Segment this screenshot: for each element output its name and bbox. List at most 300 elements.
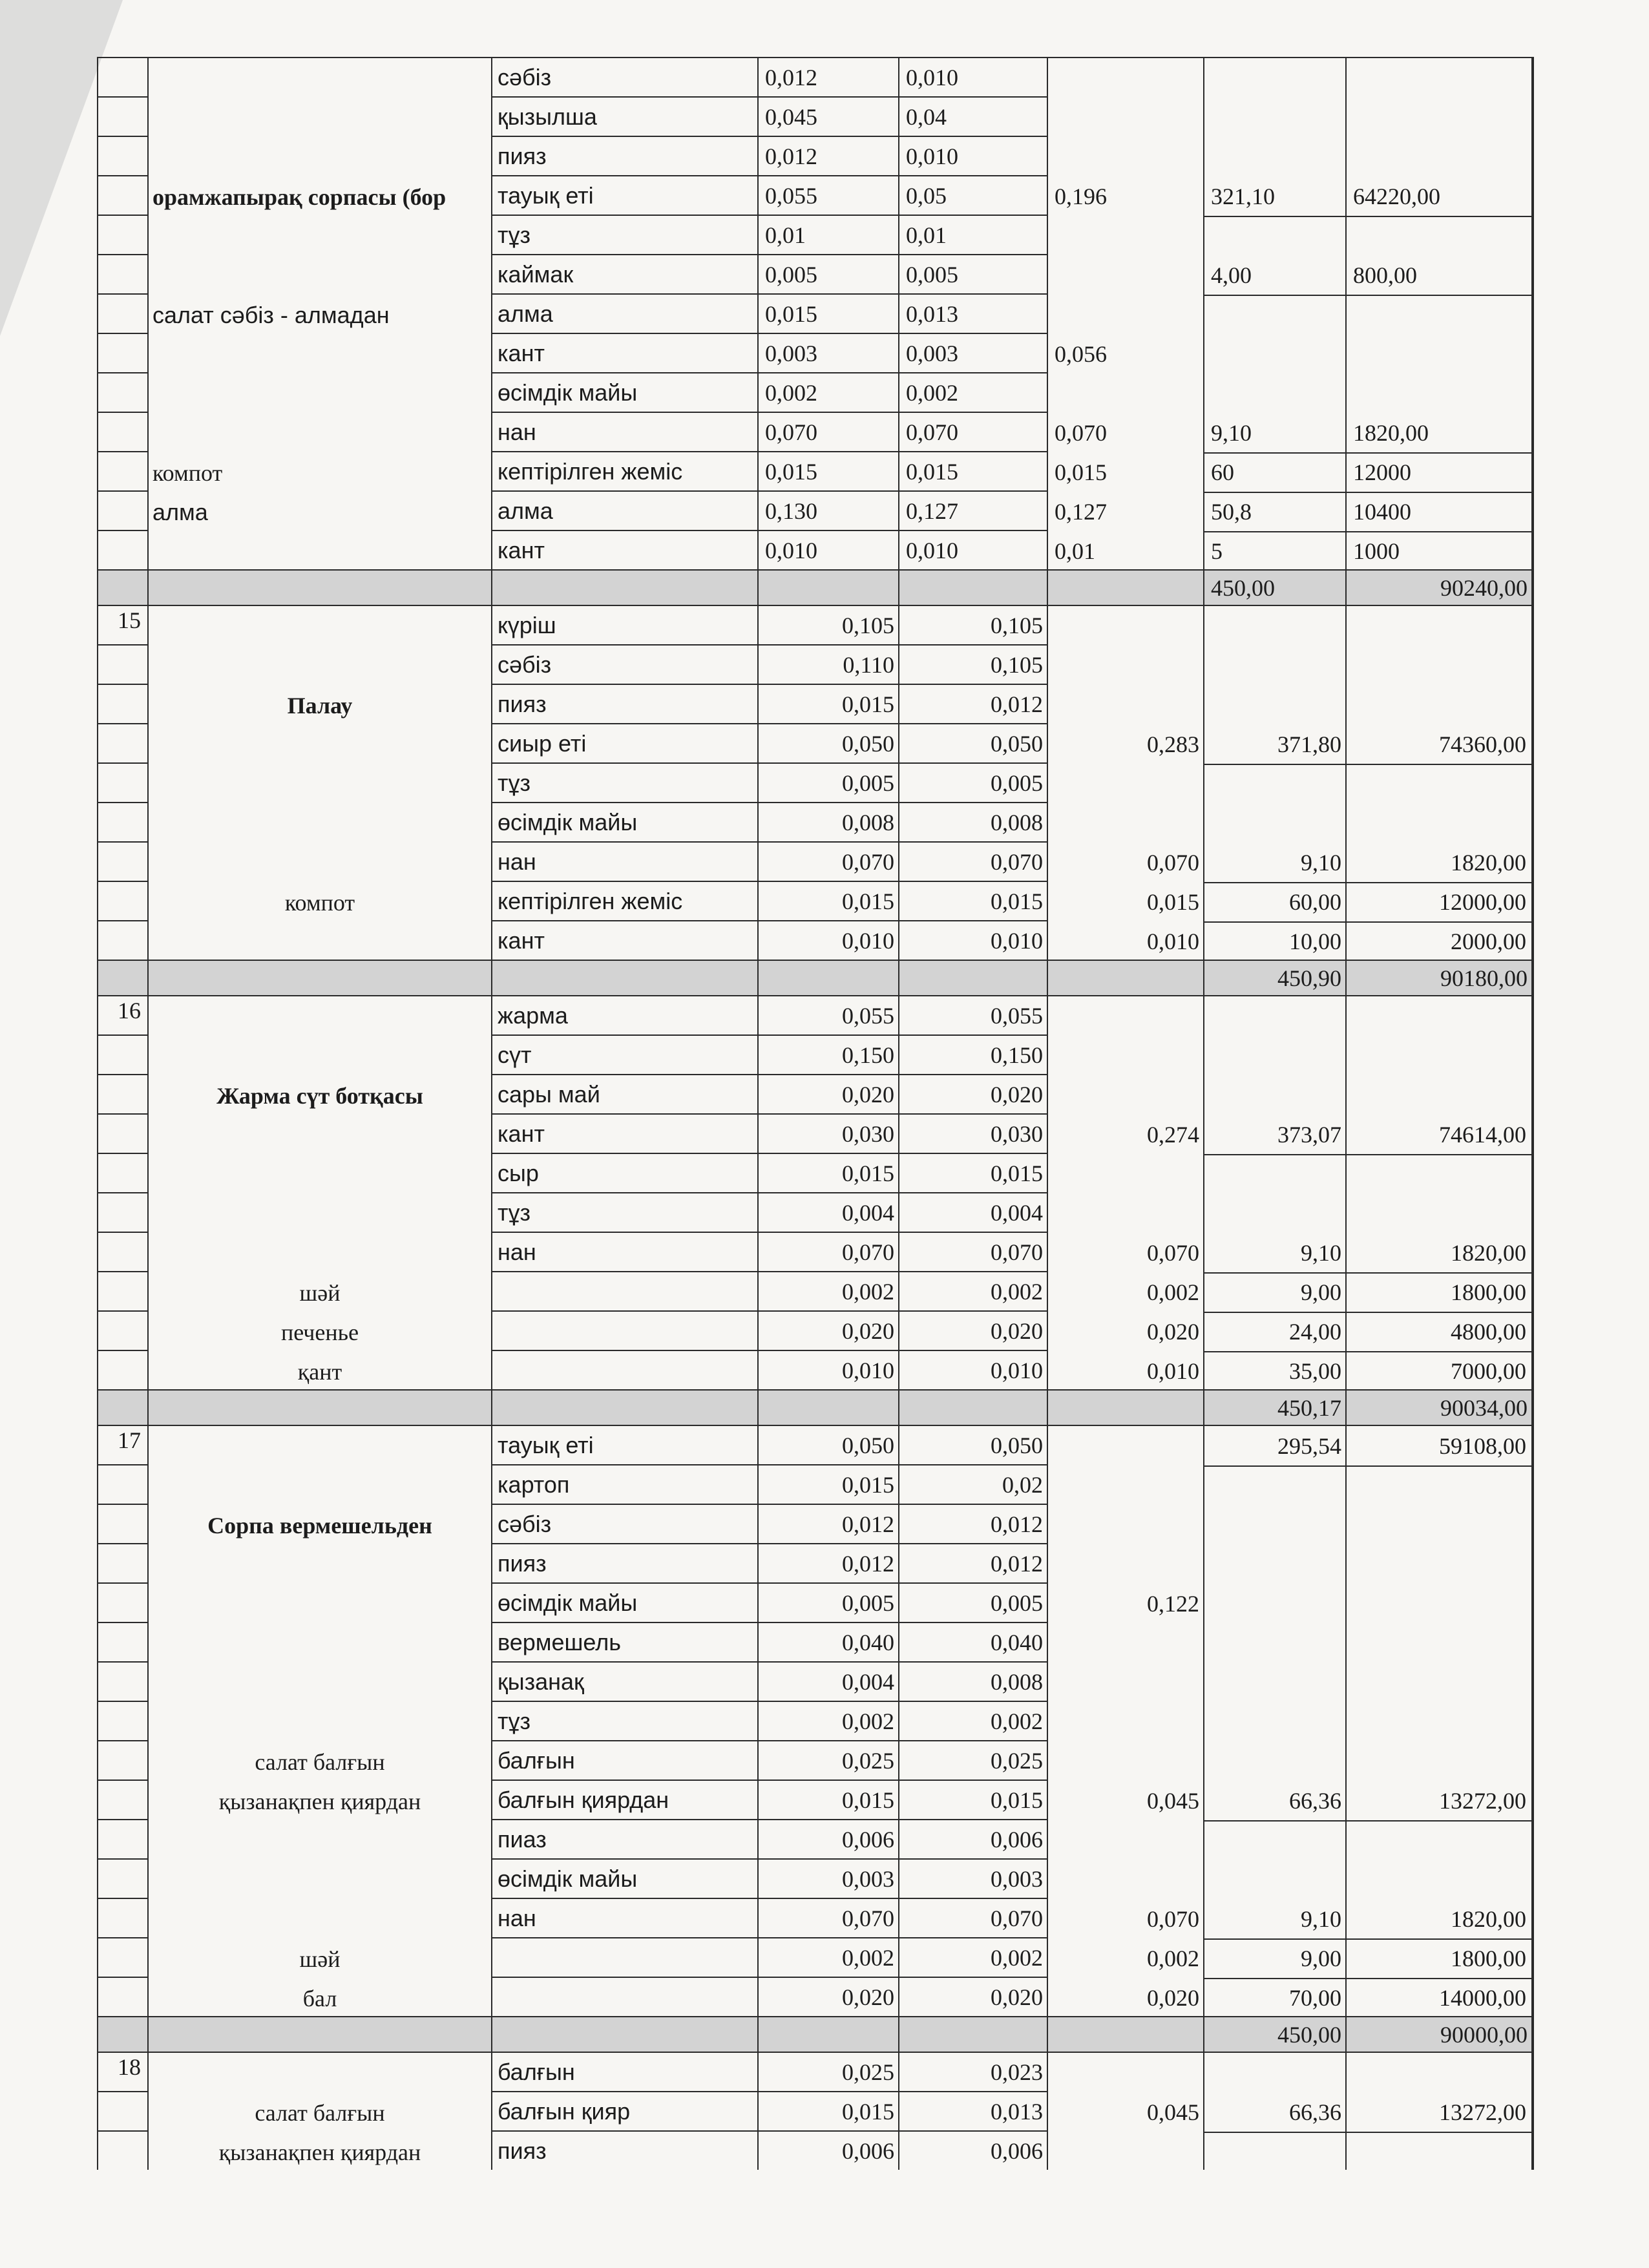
price-block: [1345, 995, 1533, 1389]
portion-weight: 0,002: [1147, 1279, 1199, 1305]
portion-weight: 0,010: [1147, 929, 1199, 954]
ingredient-name: [491, 1310, 757, 1350]
total-energy: 450,00: [1203, 569, 1345, 605]
ingredient-name: пиаз: [491, 1819, 757, 1858]
ingredient-name: [491, 1977, 757, 2016]
ingredient-name: тауық еті: [491, 1425, 757, 1464]
total-row-cell: [147, 2016, 491, 2052]
dish-name: салат балғын: [255, 1749, 385, 1775]
row-number-cell: [97, 57, 147, 96]
total-row-cell: [898, 1389, 1047, 1425]
energy-value: 5: [1211, 538, 1223, 564]
row-number-cell: [97, 1310, 147, 1350]
portion-weight: 0,127: [1055, 499, 1107, 525]
gross-weight: 0,020: [757, 1310, 898, 1350]
row-number-cell: [97, 1780, 147, 1819]
net-weight: 0,005: [898, 1582, 1047, 1622]
ingredient-name: қызылша: [491, 96, 757, 136]
gross-weight: 0,006: [757, 2130, 898, 2170]
row-divider: [1347, 531, 1531, 532]
total-row-cell: [757, 960, 898, 995]
ingredient-name: пияз: [491, 2130, 757, 2170]
ingredient-name: жарма: [491, 995, 757, 1034]
gross-weight: 0,040: [757, 1622, 898, 1661]
row-number-cell: [97, 1034, 147, 1074]
row-divider: [1204, 1820, 1345, 1822]
ingredient-name: кептірілген жеміс: [491, 881, 757, 920]
price-block: [1345, 1425, 1533, 2016]
dish-name-block: [147, 57, 491, 569]
row-divider: [1204, 1154, 1345, 1155]
net-weight: 0,003: [898, 1858, 1047, 1898]
portion-weight: 0,196: [1055, 184, 1107, 209]
net-weight: 0,010: [898, 136, 1047, 175]
row-divider: [1204, 216, 1345, 217]
energy-value: 70,00: [1289, 1985, 1341, 2011]
energy-value: 9,10: [1301, 850, 1341, 876]
portion-weight: 0,070: [1147, 1906, 1199, 1932]
price-value: 1800,00: [1451, 1279, 1526, 1305]
net-weight: 0,05: [898, 175, 1047, 215]
net-weight: 0,015: [898, 451, 1047, 490]
row-number-cell: [97, 451, 147, 490]
dish-name-block: [147, 605, 491, 960]
row-divider: [1204, 1978, 1345, 1979]
energy-value: 35,00: [1289, 1358, 1341, 1384]
gross-weight: 0,015: [757, 1464, 898, 1504]
net-weight: 0,02: [898, 1464, 1047, 1504]
total-row-cell: [757, 2016, 898, 2052]
gross-weight: 0,150: [757, 1034, 898, 1074]
gross-weight: 0,130: [757, 490, 898, 530]
gross-weight: 0,003: [757, 333, 898, 372]
net-weight: 0,003: [898, 333, 1047, 372]
price-value: 7000,00: [1451, 1358, 1526, 1384]
price-block: [1345, 2052, 1533, 2170]
price-value: 74360,00: [1439, 731, 1526, 757]
row-divider: [1204, 1272, 1345, 1274]
ingredient-name: кант: [491, 333, 757, 372]
row-number-cell: [97, 530, 147, 569]
row-divider: [1204, 882, 1345, 883]
row-divider: [1204, 531, 1345, 532]
row-divider: [1204, 295, 1345, 296]
total-price: 90000,00: [1345, 2016, 1533, 2052]
portion-weight: 0,122: [1147, 1591, 1199, 1617]
row-divider: [1204, 1465, 1345, 1467]
total-energy: 450,17: [1203, 1389, 1345, 1425]
dish-name: қант: [297, 1359, 342, 1385]
gross-weight: 0,005: [757, 762, 898, 802]
ingredient-name: [491, 1271, 757, 1310]
gross-weight: 0,070: [757, 412, 898, 451]
energy-value: 66,36: [1289, 2099, 1341, 2125]
gross-weight: 0,020: [757, 1977, 898, 2016]
price-value: 59108,00: [1439, 1433, 1526, 1459]
price-value: 1820,00: [1353, 420, 1429, 446]
energy-value: 60,00: [1289, 889, 1341, 915]
price-value: 1000: [1353, 538, 1400, 564]
total-row-cell: [1047, 960, 1203, 995]
row-number-cell: 18: [97, 2052, 147, 2091]
net-weight: 0,013: [898, 2091, 1047, 2130]
row-number-cell: 17: [97, 1425, 147, 1464]
price-block: [1345, 57, 1533, 569]
dish-name: Жарма сүт ботқасы: [216, 1083, 423, 1109]
ingredient-name: кант: [491, 1113, 757, 1153]
price-value: 74614,00: [1439, 1122, 1526, 1148]
ingredient-name: кант: [491, 530, 757, 569]
row-number-cell: [97, 1819, 147, 1858]
total-row-cell: [1047, 2016, 1203, 2052]
gross-weight: 0,012: [757, 1504, 898, 1543]
row-divider: [1204, 1351, 1345, 1352]
portion-weight: 0,015: [1147, 889, 1199, 915]
energy-block: [1203, 995, 1345, 1389]
gross-weight: 0,003: [757, 1858, 898, 1898]
net-weight: 0,015: [898, 1780, 1047, 1819]
dish-name: бал: [302, 1986, 337, 2011]
row-number-cell: [97, 1113, 147, 1153]
ingredient-name: күріш: [491, 605, 757, 644]
row-divider: [1204, 492, 1345, 493]
total-row-cell: [97, 569, 147, 605]
gross-weight: 0,025: [757, 2052, 898, 2091]
total-row-cell: [757, 1389, 898, 1425]
ingredient-name: картоп: [491, 1464, 757, 1504]
energy-value: 66,36: [1289, 1788, 1341, 1814]
energy-value: 371,80: [1277, 731, 1341, 757]
price-value: 1820,00: [1451, 1906, 1526, 1932]
ingredient-name: нан: [491, 1232, 757, 1271]
ingredient-name: балғын қиярдан: [491, 1780, 757, 1819]
ingredient-name: [491, 1350, 757, 1389]
price-value: 64220,00: [1353, 184, 1440, 209]
row-number-cell: [97, 412, 147, 451]
net-weight: 0,04: [898, 96, 1047, 136]
portion-weight: 0,070: [1147, 1240, 1199, 1266]
gross-weight: 0,004: [757, 1192, 898, 1232]
row-number-cell: [97, 762, 147, 802]
gross-weight: 0,070: [757, 841, 898, 881]
ingredient-name: өсімдік майы: [491, 802, 757, 841]
gross-weight: 0,005: [757, 1582, 898, 1622]
gross-weight: 0,015: [757, 881, 898, 920]
row-divider: [1347, 2132, 1531, 2133]
energy-value: 373,07: [1277, 1122, 1341, 1148]
row-divider: [1347, 492, 1531, 493]
row-divider: [1347, 295, 1531, 296]
net-weight: 0,015: [898, 881, 1047, 920]
row-number-cell: [97, 1074, 147, 1113]
ingredient-name: өсімдік майы: [491, 1582, 757, 1622]
net-weight: 0,013: [898, 293, 1047, 333]
gross-weight: 0,005: [757, 254, 898, 293]
dish-name-block: [147, 995, 491, 1389]
net-weight: 0,105: [898, 605, 1047, 644]
price-value: 1820,00: [1451, 850, 1526, 876]
energy-value: 9,10: [1301, 1906, 1341, 1932]
row-number-cell: [97, 1232, 147, 1271]
row-divider: [1347, 1978, 1531, 1979]
price-value: 2000,00: [1451, 929, 1526, 954]
portion-weight: 0,01: [1055, 538, 1095, 564]
row-number-cell: [97, 1701, 147, 1740]
row-number-cell: [97, 96, 147, 136]
row-number-cell: [97, 1350, 147, 1389]
ingredient-name: сары май: [491, 1074, 757, 1113]
portion-weight: 0,020: [1147, 1319, 1199, 1345]
row-number-cell: [97, 1661, 147, 1701]
gross-weight: 0,010: [757, 1350, 898, 1389]
ingredient-name: пияз: [491, 1543, 757, 1582]
row-number-cell: 16: [97, 995, 147, 1034]
total-row-cell: [898, 960, 1047, 995]
total-energy: 450,90: [1203, 960, 1345, 995]
portion-weight: 0,283: [1147, 731, 1199, 757]
gross-weight: 0,012: [757, 1543, 898, 1582]
ingredient-name: [491, 1937, 757, 1977]
row-divider: [1347, 1312, 1531, 1313]
ingredient-name: тұз: [491, 215, 757, 254]
portion-weight: 0,045: [1147, 1788, 1199, 1814]
ingredient-name: пияз: [491, 136, 757, 175]
gross-weight: 0,105: [757, 605, 898, 644]
row-divider: [1347, 1465, 1531, 1467]
dish-name: шәй: [299, 1280, 341, 1306]
net-weight: 0,015: [898, 1153, 1047, 1192]
net-weight: 0,050: [898, 1425, 1047, 1464]
price-value: 12000,00: [1439, 889, 1526, 915]
net-weight: 0,005: [898, 254, 1047, 293]
energy-value: 24,00: [1289, 1319, 1341, 1345]
ingredient-name: сүт: [491, 1034, 757, 1074]
ingredient-name: қызанақ: [491, 1661, 757, 1701]
net-weight: 0,150: [898, 1034, 1047, 1074]
portion-weight: 0,020: [1147, 1985, 1199, 2011]
portion-weight-block: [1047, 2052, 1203, 2170]
row-divider: [1204, 1312, 1345, 1313]
energy-value: 9,10: [1301, 1240, 1341, 1266]
row-number-cell: [97, 802, 147, 841]
dish-name: салат сәбіз - алмадан: [152, 302, 390, 328]
net-weight: 0,010: [898, 530, 1047, 569]
row-divider: [1347, 921, 1531, 923]
net-weight: 0,012: [898, 1504, 1047, 1543]
net-weight: 0,008: [898, 802, 1047, 841]
total-price: 90180,00: [1345, 960, 1533, 995]
row-divider: [1347, 452, 1531, 454]
energy-value: 295,54: [1277, 1433, 1341, 1459]
price-value: 800,00: [1353, 262, 1417, 288]
ingredient-name: балғын: [491, 1740, 757, 1780]
net-weight: 0,070: [898, 412, 1047, 451]
row-divider: [1347, 1154, 1531, 1155]
gross-weight: 0,070: [757, 1898, 898, 1937]
energy-value: 9,10: [1211, 420, 1252, 446]
row-number-cell: [97, 881, 147, 920]
row-number-cell: [97, 1192, 147, 1232]
price-value: 12000: [1353, 459, 1411, 485]
net-weight: 0,006: [898, 2130, 1047, 2170]
row-number-cell: [97, 136, 147, 175]
row-divider: [1347, 764, 1531, 765]
gross-weight: 0,010: [757, 920, 898, 960]
row-number-cell: [97, 2091, 147, 2130]
gross-weight: 0,006: [757, 1819, 898, 1858]
total-row-cell: [898, 569, 1047, 605]
row-number-cell: [97, 1937, 147, 1977]
row-number-cell: [97, 920, 147, 960]
gross-weight: 0,050: [757, 1425, 898, 1464]
row-number-cell: [97, 372, 147, 412]
portion-weight-block: [1047, 57, 1203, 569]
net-weight: 0,020: [898, 1074, 1047, 1113]
row-number-cell: [97, 2130, 147, 2170]
price-value: 13272,00: [1439, 2099, 1526, 2125]
dish-name: алма: [152, 499, 208, 525]
row-number-cell: [97, 1898, 147, 1937]
gross-weight: 0,002: [757, 1937, 898, 1977]
gross-weight: 0,002: [757, 1271, 898, 1310]
gross-weight: 0,015: [757, 1780, 898, 1819]
dish-name-block: [147, 1425, 491, 2016]
ingredient-name: нан: [491, 1898, 757, 1937]
row-number-cell: [97, 1582, 147, 1622]
dish-name: печенье: [280, 1319, 359, 1345]
ingredient-name: кант: [491, 920, 757, 960]
gross-weight: 0,015: [757, 293, 898, 333]
gross-weight: 0,015: [757, 451, 898, 490]
gross-weight: 0,010: [757, 530, 898, 569]
row-number-cell: [97, 1858, 147, 1898]
row-divider: [1347, 1272, 1531, 1274]
portion-weight: 0,045: [1147, 2099, 1199, 2125]
row-number-cell: [97, 215, 147, 254]
net-weight: 0,023: [898, 2052, 1047, 2091]
net-weight: 0,010: [898, 57, 1047, 96]
net-weight: 0,050: [898, 723, 1047, 762]
total-row-cell: [147, 960, 491, 995]
gross-weight: 0,002: [757, 372, 898, 412]
ingredient-name: алма: [491, 293, 757, 333]
total-row-cell: [97, 1389, 147, 1425]
ingredient-name: тұз: [491, 762, 757, 802]
ingredient-name: вермешель: [491, 1622, 757, 1661]
total-row-cell: [1047, 569, 1203, 605]
portion-weight: 0,056: [1055, 341, 1107, 367]
row-divider: [1347, 882, 1531, 883]
ingredient-name: балғын қияр: [491, 2091, 757, 2130]
energy-value: 9,00: [1301, 1279, 1341, 1305]
net-weight: 0,005: [898, 762, 1047, 802]
total-row-cell: [97, 2016, 147, 2052]
net-weight: 0,012: [898, 684, 1047, 723]
portion-weight: 0,070: [1055, 420, 1107, 446]
row-number-cell: [97, 1504, 147, 1543]
row-divider: [1347, 216, 1531, 217]
net-weight: 0,020: [898, 1310, 1047, 1350]
ingredient-name: кептірілген жеміс: [491, 451, 757, 490]
ingredient-name: алма: [491, 490, 757, 530]
gross-weight: 0,045: [757, 96, 898, 136]
gross-weight: 0,004: [757, 1661, 898, 1701]
row-number-cell: [97, 1464, 147, 1504]
portion-weight: 0,015: [1055, 459, 1107, 485]
row-number-cell: [97, 841, 147, 881]
net-weight: 0,002: [898, 1701, 1047, 1740]
row-number-cell: 15: [97, 605, 147, 644]
net-weight: 0,006: [898, 1819, 1047, 1858]
energy-value: 321,10: [1211, 184, 1275, 209]
ingredient-name: сыр: [491, 1153, 757, 1192]
total-price: 90034,00: [1345, 1389, 1533, 1425]
ingredient-name: каймак: [491, 254, 757, 293]
net-weight: 0,002: [898, 1271, 1047, 1310]
price-value: 13272,00: [1439, 1788, 1526, 1814]
ingredient-name: тұз: [491, 1192, 757, 1232]
row-number-cell: [97, 175, 147, 215]
total-row-cell: [491, 569, 757, 605]
gross-weight: 0,020: [757, 1074, 898, 1113]
energy-block: [1203, 605, 1345, 960]
net-weight: 0,002: [898, 372, 1047, 412]
row-number-cell: [97, 644, 147, 684]
price-value: 14000,00: [1439, 1985, 1526, 2011]
gross-weight: 0,008: [757, 802, 898, 841]
portion-weight-block: [1047, 995, 1203, 1389]
gross-weight: 0,025: [757, 1740, 898, 1780]
portion-weight-block: [1047, 1425, 1203, 2016]
total-row-cell: [97, 960, 147, 995]
row-number-cell: [97, 333, 147, 372]
total-energy: 450,00: [1203, 2016, 1345, 2052]
row-divider: [1347, 1351, 1531, 1352]
ingredient-name: сиыр еті: [491, 723, 757, 762]
net-weight: 0,01: [898, 215, 1047, 254]
ingredient-name: нан: [491, 412, 757, 451]
energy-value: 4,00: [1211, 262, 1252, 288]
energy-block: [1203, 1425, 1345, 2016]
row-divider: [1204, 2132, 1345, 2133]
energy-value: 9,00: [1301, 1946, 1341, 1971]
dish-name: орамжапырақ сорпасы (бор: [152, 184, 446, 210]
row-divider: [1204, 921, 1345, 923]
portion-weight: 0,010: [1147, 1358, 1199, 1384]
row-number-cell: [97, 1153, 147, 1192]
net-weight: 0,008: [898, 1661, 1047, 1701]
net-weight: 0,127: [898, 490, 1047, 530]
row-number-cell: [97, 254, 147, 293]
row-number-cell: [97, 1622, 147, 1661]
gross-weight: 0,070: [757, 1232, 898, 1271]
ingredient-name: балғын: [491, 2052, 757, 2091]
row-divider: [1204, 764, 1345, 765]
total-row-cell: [491, 960, 757, 995]
gross-weight: 0,002: [757, 1701, 898, 1740]
gross-weight: 0,012: [757, 57, 898, 96]
row-number-cell: [97, 293, 147, 333]
row-number-cell: [97, 684, 147, 723]
net-weight: 0,040: [898, 1622, 1047, 1661]
energy-block: [1203, 2052, 1345, 2170]
row-number-cell: [97, 490, 147, 530]
ingredient-name: тұз: [491, 1701, 757, 1740]
row-divider: [1347, 1938, 1531, 1940]
energy-value: 50,8: [1211, 499, 1252, 525]
dish-name: қызанақпен қиярдан: [218, 1789, 421, 1814]
row-number-cell: [97, 723, 147, 762]
